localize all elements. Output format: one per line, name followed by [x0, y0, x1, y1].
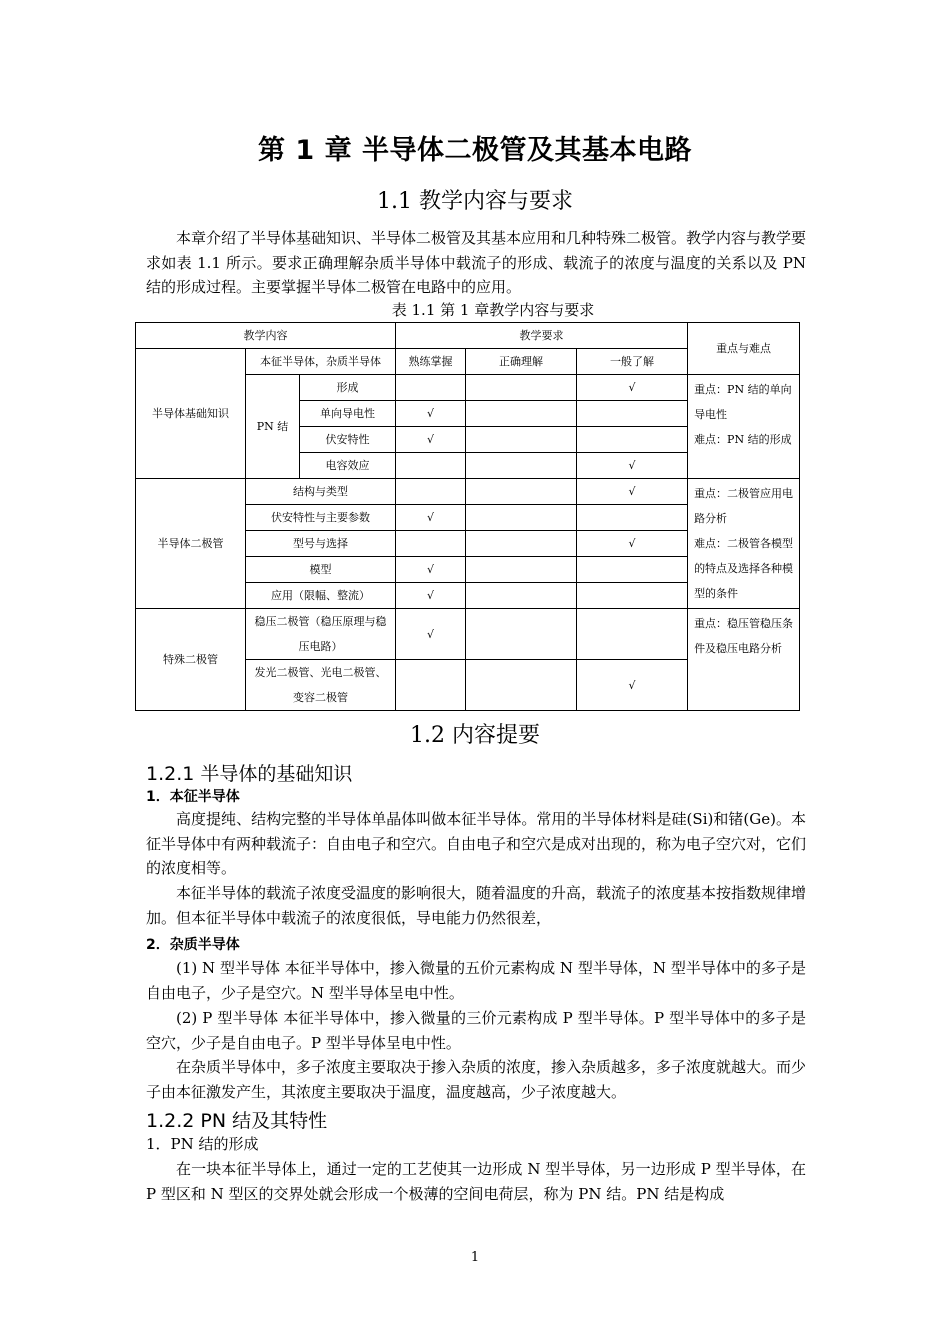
paragraph: 高度提纯、结构完整的半导体单晶体叫做本征半导体。常用的半导体材料是硅(Si)和锗(Ge)。本征半导体中有两种载流子：自由电子和空穴。自由电子和空穴是成对出现的，称为电子空穴对，它们的浓度相等。: [146, 810, 807, 877]
topic-cell: 型号与选择: [246, 531, 396, 557]
topic-cell: 结构与类型: [246, 479, 396, 505]
topic-cell: 伏安特性与主要参数: [246, 505, 396, 531]
item-title: 1．本征半导体: [146, 789, 240, 805]
check-mark: √: [396, 583, 466, 609]
difficulty: 难点：PN 结的形成: [694, 433, 792, 446]
pn-label: PN 结: [246, 375, 300, 479]
chapter-title: 第 1 章 半导体二极管及其基本电路: [258, 135, 692, 166]
header-content: 教学内容: [136, 323, 396, 349]
subsection-title-1-2-1: 1.2.1 半导体的基础知识: [146, 763, 353, 785]
check-mark: √: [577, 479, 688, 505]
topic-cell: 本征半导体，杂质半导体: [246, 349, 396, 375]
check-mark: √: [396, 505, 466, 531]
paragraph: (1) N 型半导体 本征半导体中，掺入微量的五价元素构成 N 型半导体，N 型半导体中的多子是自由电子，少子是空穴。N 型半导体呈电中性。: [146, 959, 806, 1002]
check-mark: √: [577, 453, 688, 479]
header-level-2: 正确理解: [466, 349, 577, 375]
requirements-table: [135, 322, 800, 711]
key-point: 重点：二极管应用电路分析: [694, 487, 794, 525]
section-title-1-1: 1.1 教学内容与要求: [377, 189, 573, 214]
header-requirement: 教学要求: [396, 323, 688, 349]
table-row: [136, 609, 800, 660]
topic-cell: 发光二极管、光电二极管、变容二极管: [246, 660, 396, 711]
table-row: [136, 479, 800, 505]
header-level-3: 一般了解: [577, 349, 688, 375]
check-mark: √: [396, 427, 466, 453]
table-caption: 表 1.1 第 1 章教学内容与要求: [391, 301, 595, 319]
table-header-row: [136, 323, 800, 349]
group-name: 半导体基础知识: [136, 349, 246, 479]
difficulty: 难点：二极管各模型的特点及选择各种模型的条件: [694, 537, 794, 600]
topic-cell: 模型: [246, 557, 396, 583]
paragraph: 在一块本征半导体上，通过一定的工艺使其一边形成 N 型半导体，另一边形成 P 型半导体，在 P 型区和 N 型区的交界处就会形成一个极薄的空间电荷层，称为 PN 结。PN 结是构成: [146, 1160, 806, 1203]
topic-cell: 形成: [300, 375, 396, 401]
check-mark: √: [577, 375, 688, 401]
subsection-title-1-2-2: 1.2.2 PN 结及其特性: [146, 1110, 328, 1132]
key-point: 重点：PN 结的单向导电性: [694, 383, 792, 421]
topic-cell: 稳压二极管（稳压原理与稳压电路）: [246, 609, 396, 660]
key-points-cell: [688, 479, 800, 609]
group-name: 半导体二极管: [136, 479, 246, 609]
key-points-cell: [688, 609, 800, 711]
page-number: 1: [470, 1250, 480, 1265]
item-title: 2．杂质半导体: [146, 937, 240, 953]
paragraph: 本征半导体的载流子浓度受温度的影响很大，随着温度的升高，载流子的浓度基本按指数规律增加。但本征半导体中载流子的浓度很低，导电能力仍然很差，: [146, 884, 807, 927]
key-points-cell: [688, 375, 800, 479]
topic-cell: 应用（限幅、整流）: [246, 583, 396, 609]
intro-paragraph: 本章介绍了半导体基础知识、半导体二极管及其基本应用和几种特殊二极管。教学内容与教学要求如表 1.1 所示。要求正确理解杂质半导体中载流子的形成、载流子的浓度与温度的关系以及 PN 结的形成过程。主要掌握半导体二极管在电路中的应用。: [146, 229, 807, 296]
check-mark: √: [396, 557, 466, 583]
check-mark: √: [577, 660, 688, 711]
item-title: 1．PN 结的形成: [146, 1135, 259, 1153]
topic-cell: 电容效应: [300, 453, 396, 479]
header-level-1: 熟练掌握: [396, 349, 466, 375]
section-title-1-2: 1.2 内容提要: [410, 723, 540, 748]
key-point: 重点：稳压管稳压条件及稳压电路分析: [694, 617, 794, 655]
topic-cell: 伏安特性: [300, 427, 396, 453]
paragraph: 在杂质半导体中，多子浓度主要取决于掺入杂质的浓度，掺入杂质越多，多子浓度就越大。而少子由本征激发产生，其浓度主要取决于温度，温度越高，少子浓度越大。: [146, 1058, 807, 1101]
check-mark: √: [396, 609, 466, 660]
check-mark: √: [396, 401, 466, 427]
check-mark: √: [577, 531, 688, 557]
paragraph: (2) P 型半导体 本征半导体中，掺入微量的三价元素构成 P 型半导体。P 型半导体中的多子是空穴，少子是自由电子。P 型半导体呈电中性。: [146, 1009, 806, 1052]
topic-cell: 单向导电性: [300, 401, 396, 427]
header-key-points: 重点与难点: [688, 323, 800, 375]
group-name: 特殊二极管: [136, 609, 246, 711]
